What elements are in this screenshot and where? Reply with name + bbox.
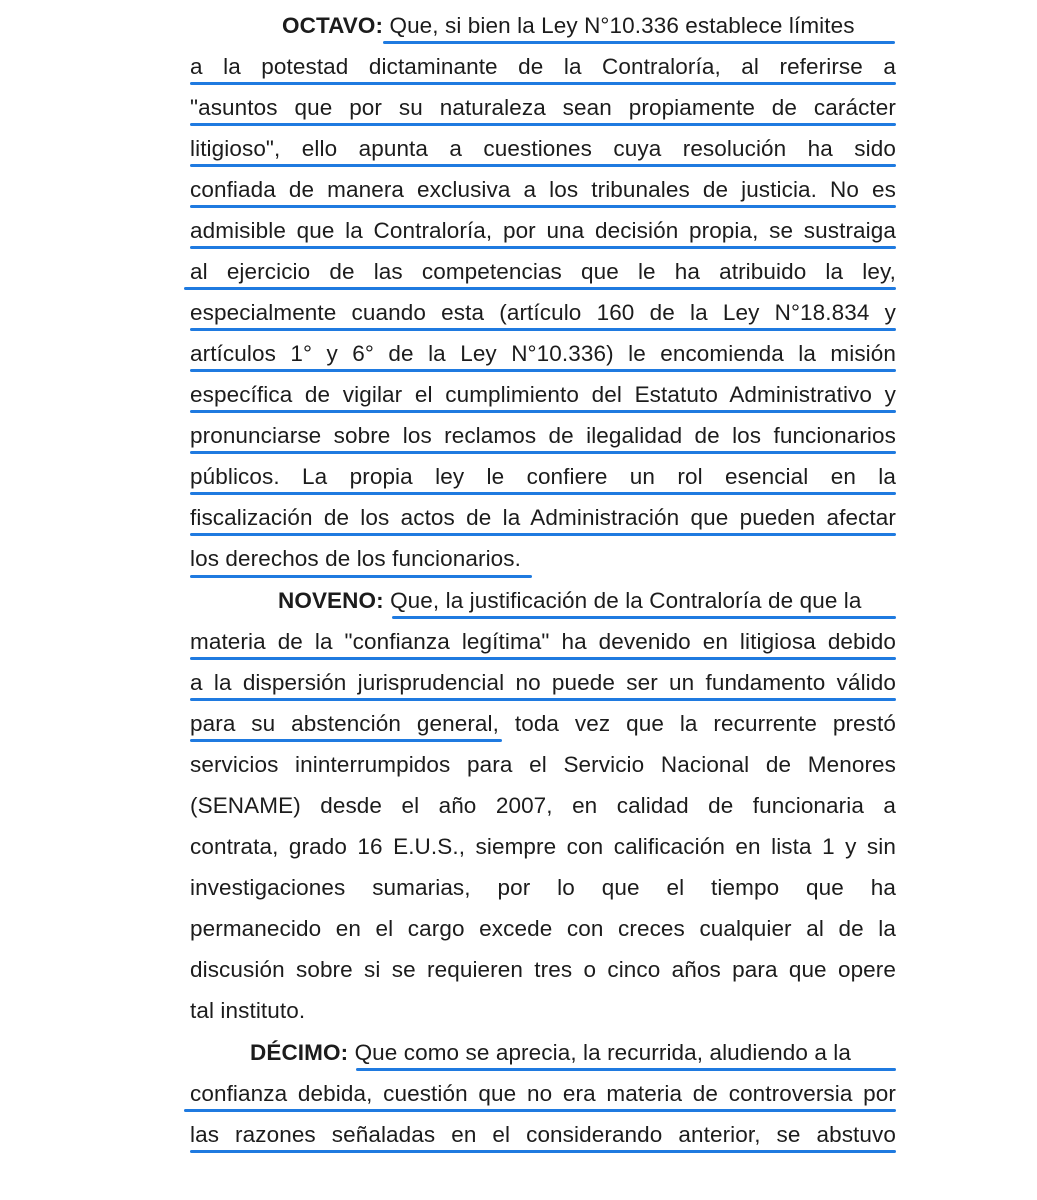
text-line: "asuntos que por su naturaleza sean propiamente de carácter [190, 95, 896, 120]
text-line: Que, si bien la Ley N°10.336 establece límites [389, 13, 855, 38]
text-line: (SENAME) desde el año 2007, en calidad de funcionaria a [190, 793, 896, 818]
text-line: las razones señaladas en el considerando anterior, se abstuvo [190, 1122, 896, 1147]
text-line: contrata, grado 16 E.U.S., siempre con calificación en lista 1 y sin [190, 834, 896, 859]
text-line: Que, la justificación de la Contraloría de que la [390, 588, 862, 613]
heading-decimo: DÉCIMO: [250, 1040, 349, 1065]
highlight-underline [190, 246, 896, 249]
highlight-underline [190, 410, 896, 413]
text-line: para su abstención general, toda vez que la recurrente prestó [190, 711, 896, 736]
highlight-underline [190, 657, 896, 660]
text-line: materia de la "confianza legítima" ha devenido en litigiosa debido [190, 629, 896, 654]
highlight-underline [190, 164, 896, 167]
text-line: artículos 1° y 6° de la Ley N°10.336) le encomienda la misión [190, 341, 896, 366]
highlight-underline [356, 1068, 896, 1071]
highlight-underline [184, 1109, 896, 1112]
paragraph-noveno-line-1 [190, 587, 896, 628]
paragraph-octavo-line-1 [190, 12, 896, 53]
text-line: fiscalización de los actos de la Administración que pueden afectar [190, 505, 896, 530]
text-line: permanecido en el cargo excede con creces cualquier al de la [190, 916, 896, 941]
text-line: a la potestad dictaminante de la Contraloría, al referirse a [190, 54, 896, 79]
text-line: tal instituto. [190, 998, 306, 1023]
highlight-underline [190, 575, 532, 578]
highlight-underline [190, 205, 896, 208]
text-line: al ejercicio de las competencias que le ha atribuido la ley, [190, 259, 896, 284]
text-line: investigaciones sumarias, por lo que el tiempo que ha [190, 875, 896, 900]
text-line: a la dispersión jurisprudencial no puede ser un fundamento válido [190, 670, 896, 695]
highlight-underline [190, 82, 896, 85]
highlight-underline [190, 1150, 896, 1153]
text-line: litigioso", ello apunta a cuestiones cuya resolución ha sido [190, 136, 896, 161]
text-line: los derechos de los funcionarios. [190, 546, 521, 571]
highlight-underline [184, 287, 896, 290]
text-line: especialmente cuando esta (artículo 160 de la Ley N°18.834 y [190, 300, 896, 325]
text-line: confianza debida, cuestión que no era materia de controversia por [190, 1081, 896, 1106]
highlight-underline [190, 328, 896, 331]
highlight-underline [190, 492, 896, 495]
text-line: servicios ininterrumpidos para el Servicio Nacional de Menores [190, 752, 896, 777]
highlight-underline [190, 533, 896, 536]
highlight-underline [190, 451, 896, 454]
highlight-underline [392, 616, 896, 619]
text-line: confiada de manera exclusiva a los tribunales de justicia. No es [190, 177, 896, 202]
highlight-underline [383, 41, 895, 44]
text-line: públicos. La propia ley le confiere un rol esencial en la [190, 464, 896, 489]
highlight-underline [190, 123, 896, 126]
heading-octavo: OCTAVO: [282, 13, 384, 38]
text-line: discusión sobre si se requieren tres o cinco años para que opere [190, 957, 896, 982]
highlight-underline [190, 369, 896, 372]
paragraph-decimo-line-1 [190, 1039, 896, 1080]
heading-noveno: NOVENO: [278, 588, 384, 613]
text-line: pronunciarse sobre los reclamos de ilegalidad de los funcionarios [190, 423, 896, 448]
text-line: admisible que la Contraloría, por una decisión propia, se sustraiga [190, 218, 896, 243]
highlight-underline [190, 698, 896, 701]
highlight-underline [190, 739, 502, 742]
text-line: específica de vigilar el cumplimiento del Estatuto Administrativo y [190, 382, 896, 407]
text-line: Que como se aprecia, la recurrida, aludiendo a la [354, 1040, 851, 1065]
